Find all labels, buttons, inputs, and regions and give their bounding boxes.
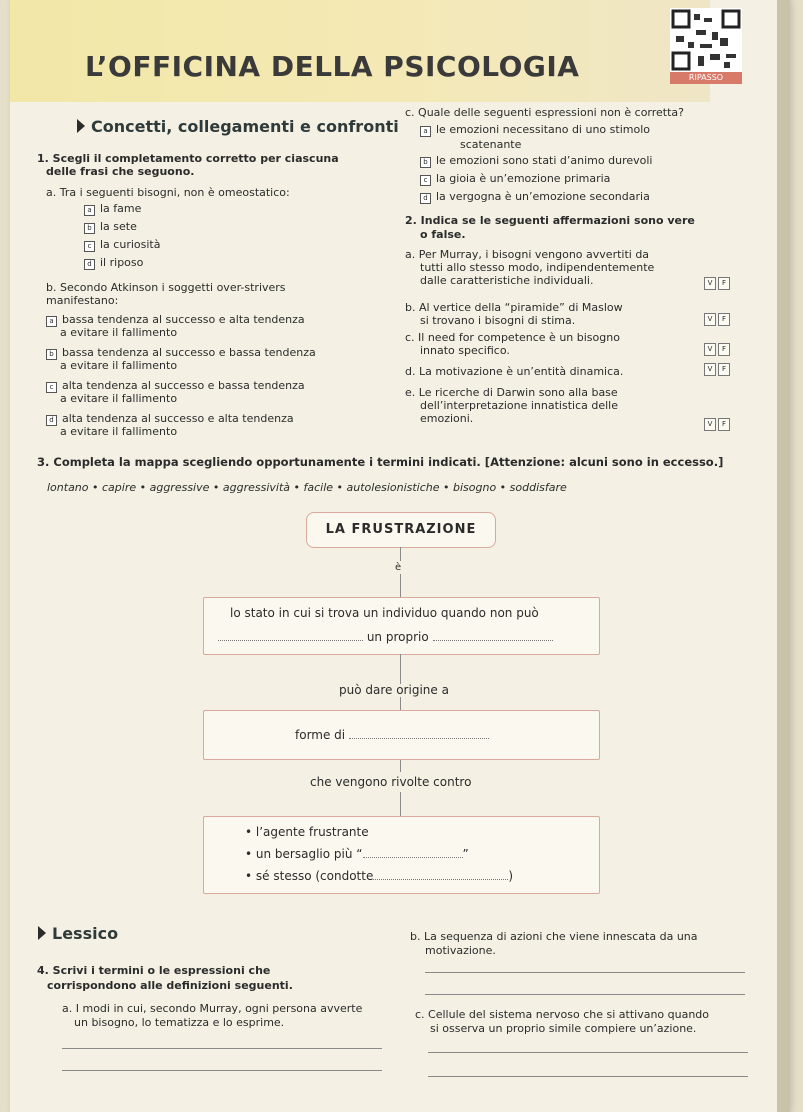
q1b-stem: manifestano: (46, 294, 119, 307)
false-box[interactable]: F (718, 343, 730, 356)
q4a-definition: a. I modi in cui, secondo Murray, ogni persona avverte (62, 1002, 363, 1015)
answer-line[interactable] (62, 1070, 382, 1071)
word-bank: lontano • capire • aggressive • aggressività • facile • autolesionistiche • bisogno • soddisfare (47, 481, 567, 494)
q4a-definition: un bisogno, lo tematizza e lo esprime. (74, 1016, 285, 1029)
map-definition-line2: un proprio (218, 630, 553, 644)
section-heading-lessico: Lessico (38, 926, 118, 940)
target-item: • un bersaglio più “ ” (245, 847, 469, 861)
map-definition-line1: lo stato in cui si trova un individuo quando non può (230, 606, 539, 620)
target-item: • l’agente frustrante (245, 825, 369, 839)
q2-item: c. Il need for competence è un bisogno (405, 331, 620, 344)
blank-field[interactable] (433, 630, 553, 641)
option-line: a evitare il fallimento (60, 392, 178, 405)
option[interactable]: a la fame (84, 202, 141, 216)
q4b-definition: b. La sequenza di azioni che viene innescata da una (410, 930, 698, 943)
q4-title: 4. Scrivi i termini o le espressioni che (37, 964, 271, 977)
q1-title: 1. Scegli il completamento corretto per ciascuna (37, 152, 339, 165)
section-bullet-icon (77, 119, 85, 133)
option[interactable]: d il riposo (84, 256, 143, 270)
option-line: scatenante (460, 138, 522, 151)
qr-code-icon[interactable] (670, 8, 742, 72)
option[interactable]: c alta tendenza al successo e bassa tendenza (46, 379, 305, 393)
option-line: a evitare il fallimento (60, 359, 178, 372)
true-false-toggle[interactable] (704, 343, 730, 356)
option[interactable]: d alta tendenza al successo e alta tendenza (46, 412, 294, 426)
qr-badge: RIPASSO (670, 72, 742, 84)
textbook-page (10, 0, 790, 1112)
answer-line[interactable] (425, 972, 745, 973)
true-box[interactable]: V (704, 277, 716, 290)
q2-item: emozioni. (420, 412, 474, 425)
option-line: a evitare il fallimento (60, 326, 178, 339)
q4c-definition: si osserva un proprio simile compiere un’azione. (430, 1022, 697, 1035)
connector-label: può dare origine a (335, 684, 453, 697)
q2-title: 2. Indica se le seguenti affermazioni sono vere (405, 214, 695, 227)
q1-title: delle frasi che seguono. (46, 165, 195, 178)
option-line: a evitare il fallimento (60, 425, 178, 438)
false-box[interactable]: F (718, 418, 730, 431)
answer-line[interactable] (428, 1052, 748, 1053)
option[interactable]: a bassa tendenza al successo e alta tendenza (46, 313, 305, 327)
false-box[interactable]: F (718, 277, 730, 290)
true-box[interactable]: V (704, 418, 716, 431)
true-box[interactable]: V (704, 363, 716, 376)
page-title: L’OFFICINA DELLA PSICOLOGIA (85, 50, 580, 83)
q2-item: b. Al vertice della “piramide” di Maslow (405, 301, 623, 314)
connector-line (400, 792, 401, 816)
blank-field[interactable] (349, 728, 489, 739)
q2-item: d. La motivazione è un’entità dinamica. (405, 365, 624, 378)
target-item: • sé stesso (condotte ) (245, 869, 514, 883)
answer-line[interactable] (428, 1076, 748, 1077)
blank-field[interactable] (218, 630, 363, 641)
connector-label: che vengono rivolte contro (306, 776, 475, 789)
q4-title: corrispondono alle definizioni seguenti. (47, 979, 293, 992)
answer-line[interactable] (62, 1048, 382, 1049)
option[interactable]: a le emozioni necessitano di uno stimolo (420, 123, 650, 137)
map-forms-line: forme di (295, 728, 489, 742)
q4c-definition: c. Cellule del sistema nervoso che si attivano quando (415, 1008, 710, 1021)
q2-item: tutti allo stesso modo, indipendentemente (420, 261, 655, 274)
q1b-stem: b. Secondo Atkinson i soggetti over-strivers (46, 281, 286, 294)
q1c-stem: c. Quale delle seguenti espressioni non è corretta? (405, 106, 685, 119)
map-title-box: LA FRUSTRAZIONE (306, 512, 496, 548)
true-false-toggle[interactable] (704, 363, 730, 376)
option[interactable]: c la gioia è un’emozione primaria (420, 172, 610, 186)
option[interactable]: d la vergogna è un’emozione secondaria (420, 190, 650, 204)
q2-title: o false. (420, 228, 466, 241)
q2-item: si trovano i bisogni di stima. (420, 314, 576, 327)
option[interactable]: c la curiosità (84, 238, 160, 252)
q2-item: e. Le ricerche di Darwin sono alla base (405, 386, 618, 399)
blank-field[interactable] (373, 869, 508, 880)
option[interactable]: b bassa tendenza al successo e bassa tendenza (46, 346, 316, 360)
connector-label: è (395, 562, 402, 573)
true-false-toggle[interactable] (704, 418, 730, 431)
q3-title: 3. Completa la mappa scegliendo opportunamente i termini indicati. [Attenzione: alcuni sono in eccesso.] (37, 455, 724, 469)
q4b-definition: motivazione. (425, 944, 496, 957)
false-box[interactable]: F (718, 313, 730, 326)
true-false-toggle[interactable] (704, 313, 730, 326)
true-false-toggle[interactable] (704, 277, 730, 290)
option[interactable]: b le emozioni sono stati d’animo durevoli (420, 154, 652, 168)
answer-line[interactable] (425, 994, 745, 995)
section-bullet-icon (38, 926, 46, 940)
page-edge (777, 0, 790, 1112)
q2-item: dell’interpretazione innatistica delle (420, 399, 618, 412)
q1a-stem: a. Tra i seguenti bisogni, non è omeostatico: (46, 186, 290, 199)
q2-item: a. Per Murray, i bisogni vengono avvertiti da (405, 248, 650, 261)
q2-item: innato specifico. (420, 344, 510, 357)
section-heading-concetti: Concetti, collegamenti e confronti (77, 119, 399, 133)
blank-field[interactable] (363, 847, 463, 858)
false-box[interactable]: F (718, 363, 730, 376)
true-box[interactable]: V (704, 343, 716, 356)
option[interactable]: b la sete (84, 220, 137, 234)
true-box[interactable]: V (704, 313, 716, 326)
q2-item: dalle caratteristiche individuali. (420, 274, 594, 287)
